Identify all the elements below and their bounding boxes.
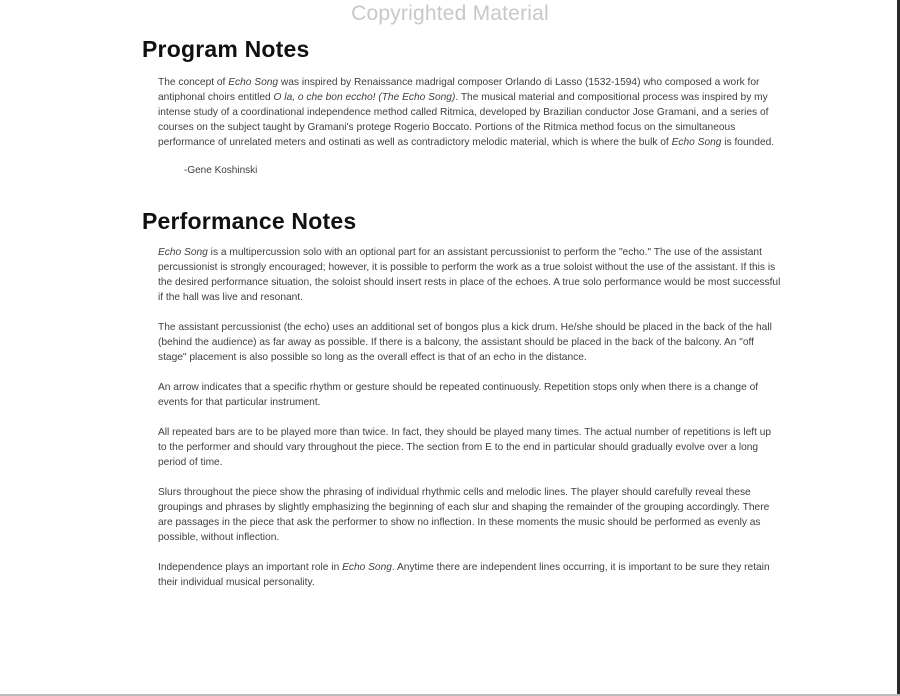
paragraph-text: Slurs throughout the piece show the phrasing of individual rhythmic cells and melodic lines. The player should carefully reveal these groupings and phrases by slightly emphasizing the beginning of each slur and shaping the remainder of the grouping accordingly. There are passages in the piece that ask the performer to show no inflection. In these moments the music should be performed as evenly as possible, without inflection.	[158, 487, 770, 543]
performance-notes-heading: Performance Notes	[142, 208, 357, 234]
paragraph-text: is a multipercussion solo with an optional part for an assistant percussionist to perform the "echo." The use of the assistant percussionist is strongly encouraged; however, it is possible to perform the work as a true soloist without the use of the assistant. If this is the desired performance situation, the soloist should insert rests in place of the echoes. A true solo performance would be most successful if the hall was live and resonant.	[158, 247, 781, 303]
italic-title-text: O la, o che bon eccho! (The Echo Song)	[273, 92, 456, 103]
paragraph-text: The concept of	[158, 77, 229, 88]
paragraph-text: The assistant percussionist (the echo) uses an additional set of bongos plus a kick drum. He/she should be placed in the back of the hall (behind the audience) as far away as possible. If there is a balcony, the assistant should be placed in the back of the balcony. An "off stage" placement is also possible so long as the overall effect is that of an echo in the distance.	[158, 322, 772, 363]
performance-notes-paragraph	[158, 485, 782, 545]
performance-notes-paragraph	[158, 560, 782, 590]
italic-title-text: Echo Song	[342, 562, 392, 573]
program-notes-paragraph	[158, 75, 782, 150]
program-notes-heading: Program Notes	[142, 36, 310, 62]
performance-notes-paragraph	[158, 425, 782, 470]
paragraph-text: was inspired by Renaissance madrigal composer Orlando di Lasso (1532-1594) who composed a work for antiphonal choirs entitled	[158, 77, 760, 103]
performance-notes-section	[142, 208, 782, 590]
composer-credit: -Gene Koshinski	[184, 165, 258, 176]
document-page	[142, 36, 782, 605]
performance-notes-paragraph	[158, 245, 782, 305]
program-notes-section	[142, 36, 782, 178]
italic-title-text: Echo Song	[158, 247, 208, 258]
paragraph-text: . Anytime there are independent lines occurring, it is important to be sure they retain their individual musical personality.	[158, 562, 770, 588]
paragraph-text: Independence plays an important role in	[158, 562, 343, 573]
performance-notes-paragraph	[158, 380, 782, 410]
italic-title-text: Echo Song	[671, 137, 722, 148]
paragraph-text: All repeated bars are to be played more than twice. In fact, they should be played many times. The actual number of repetitions is left up to the performer and should vary throughout the piece. The section from E to the end in particular should gradually evolve over a long period of time.	[158, 427, 772, 468]
paragraph-text: An arrow indicates that a specific rhythm or gesture should be repeated continuously. Repetition stops only when there is a change of events for that particular instrument.	[158, 382, 759, 408]
italic-title-text: Echo Song	[228, 77, 279, 88]
copyright-watermark: Copyrighted Material	[351, 2, 549, 25]
performance-notes-paragraph	[158, 320, 782, 365]
paragraph-text: . The musical material and compositional process was inspired by my intense study of a coordinational independence method called Ritmica, developed by Brazilian conductor Jose Gramani, and a series of courses on the subject taught by Gramani's protege Rogerio Boccato. Portions of the Ritmica method focus on the simultaneous performance of unrelated meters and ostinati as well as contradictory melodic material, which is where the bulk of	[158, 92, 769, 148]
paragraph-text: is founded.	[721, 137, 775, 148]
